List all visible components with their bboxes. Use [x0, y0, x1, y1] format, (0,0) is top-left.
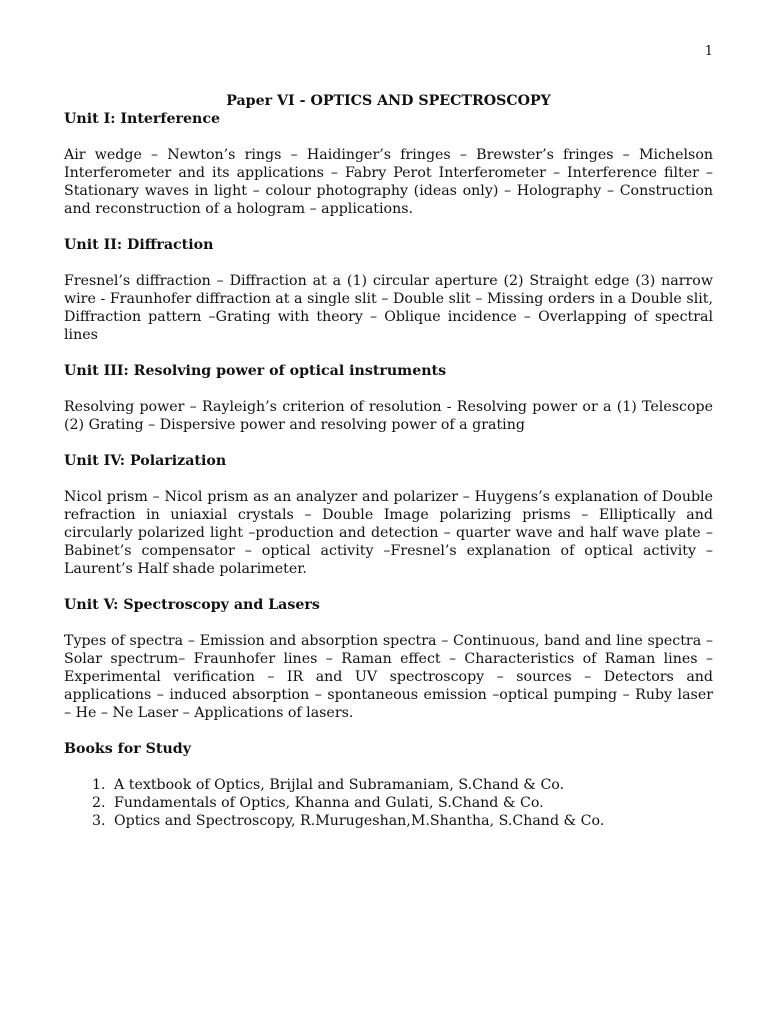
book-item: 1. A textbook of Optics, Brijlal and Subramaniam, S.Chand & Co. — [110, 776, 713, 794]
unit-5-body: Types of spectra – Emission and absorption spectra – Continuous, band and line spectra – Solar spectrum– Fraunhofer lines – Raman effect – Characteristics of Raman lines – Experimental verification – IR and UV spectroscopy – sources – Detectors and applications – induced absorption – spontaneous emission –optical pumping – Ruby laser – He – Ne Laser – Applications of lasers. — [64, 633, 713, 721]
unit-2-body: Fresnel’s diffraction – Diffraction at a (1) circular aperture (2) Straight edge (3) narrow wire - Fraunhofer diffraction at a single slit – Double slit – Missing orders in a Double slit, Diffraction pattern –Grating with theory – Oblique incidence – Overlapping of spectral lines — [64, 273, 713, 343]
unit-1-body: Air wedge – Newton’s rings – Haidinger’s fringes – Brewster’s fringes – Michelson Interferometer and its applications – Fabry Perot Interferometer – Interference filter – Stationary waves in light – colour photography (ideas only) – Holography – Construction and reconstruction of a hologram – applications. — [64, 147, 713, 217]
unit-3-body: Resolving power – Rayleigh’s criterion of resolution - Resolving power or a (1) Telescope (2) Grating – Dispersive power and resolving power of a grating — [64, 399, 713, 433]
page-title: Paper VI - OPTICS AND SPECTROSCOPY — [226, 93, 551, 109]
book-item: 3. Optics and Spectroscopy, R.Murugeshan,M.Shantha, S.Chand & Co. — [110, 812, 713, 830]
page-number: 1 — [704, 44, 713, 59]
books-list — [64, 776, 713, 830]
books-heading: Books for Study — [64, 741, 191, 757]
unit-5-heading: Unit V: Spectroscopy and Lasers — [64, 597, 320, 613]
unit-1-heading: Unit I: Interference — [64, 111, 221, 127]
syllabus-content — [64, 92, 713, 830]
unit-3-heading: Unit III: Resolving power of optical instruments — [64, 363, 447, 379]
unit-4-heading: Unit IV: Polarization — [64, 453, 227, 469]
unit-4-body: Nicol prism – Nicol prism as an analyzer and polarizer – Huygens’s explanation of Double refraction in uniaxial crystals – Double Image polarizing prisms – Elliptically and circularly polarized light –production and detection – quarter wave and half wave plate – Babinet’s compensator – optical activity –Fresnel’s explanation of optical activity – Laurent’s Half shade polarimeter. — [64, 489, 713, 577]
book-item: 2. Fundamentals of Optics, Khanna and Gulati, S.Chand & Co. — [110, 794, 713, 812]
unit-2-heading: Unit II: Diffraction — [64, 237, 214, 253]
